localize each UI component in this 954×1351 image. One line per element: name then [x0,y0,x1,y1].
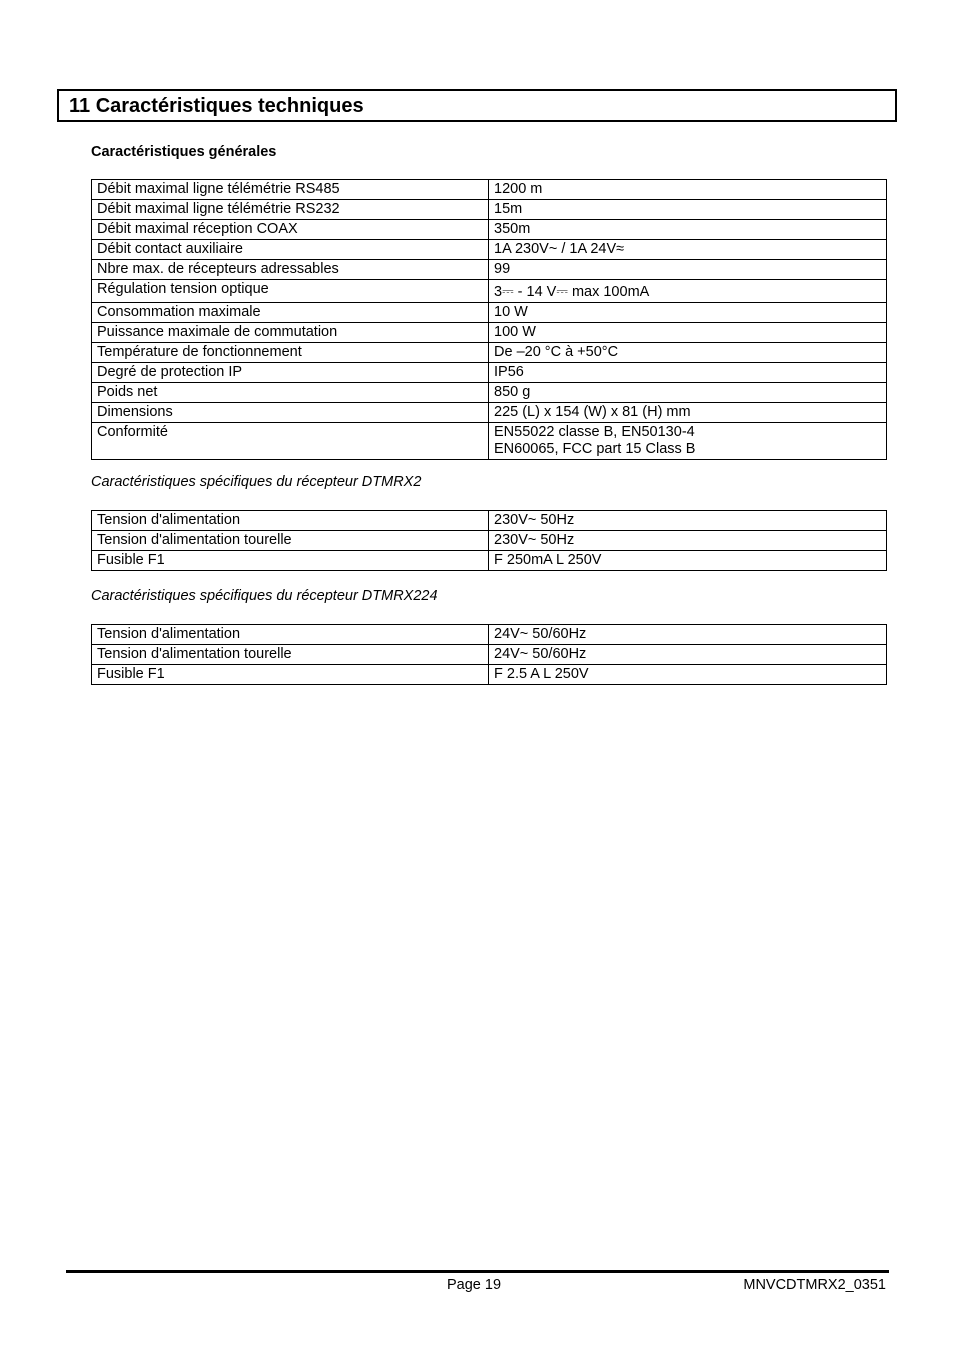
spec-value: 850 g [489,383,887,403]
table-row [92,200,887,220]
table-row [92,423,887,460]
spec-label: Débit contact auxiliaire [92,240,489,260]
spec-label: Dimensions [92,403,489,423]
spec-label: Débit maximal ligne télémétrie RS485 [92,180,489,200]
table-row [92,240,887,260]
spec-value: De –20 °C à +50°C [489,343,887,363]
table-row [92,323,887,343]
spec-label: Débit maximal ligne télémétrie RS232 [92,200,489,220]
dtmrx224-spec-table [91,624,887,685]
spec-label: Tension d'alimentation [92,625,489,645]
spec-label: Débit maximal réception COAX [92,220,489,240]
spec-label: Régulation tension optique [92,280,489,303]
spec-value: 15m [489,200,887,220]
table-row [92,303,887,323]
table-row [92,180,887,200]
spec-label: Degré de protection IP [92,363,489,383]
spec-value: 1200 m [489,180,887,200]
spec-label: Fusible F1 [92,665,489,685]
page-title: 11 Caractéristiques techniques [69,95,364,117]
spec-value: 3⎓ - 14 V⎓ max 100mA [489,280,887,303]
general-spec-table [91,179,887,460]
spec-value: 350m [489,220,887,240]
spec-value [489,423,887,460]
spec-value: F 2.5 A L 250V [489,665,887,685]
spec-label: Nbre max. de récepteurs adressables [92,260,489,280]
conformity-line-1: EN55022 classe B, EN50130-4 [494,424,695,440]
conformity-line-2: EN60065, FCC part 15 Class B [494,441,696,457]
spec-value: 99 [489,260,887,280]
spec-value: 230V~ 50Hz [489,531,887,551]
table-row [92,645,887,665]
table-row [92,363,887,383]
spec-label: Puissance maximale de commutation [92,323,489,343]
table-row [92,383,887,403]
spec-label: Fusible F1 [92,551,489,571]
spec-value: 24V~ 50/60Hz [489,625,887,645]
spec-value: 1A 230V~ / 1A 24V≈ [489,240,887,260]
table-row [92,403,887,423]
table-row [92,511,887,531]
spec-value: 100 W [489,323,887,343]
dtmrx2-heading: Caractéristiques spécifiques du récepteur DTMRX2 [91,474,422,490]
document-reference: MNVCDTMRX2_0351 [743,1277,886,1293]
dtmrx224-heading: Caractéristiques spécifiques du récepteur DTMRX224 [91,588,438,604]
spec-value: 10 W [489,303,887,323]
spec-label: Température de fonctionnement [92,343,489,363]
spec-label: Conformité [92,423,489,460]
table-row [92,531,887,551]
spec-label: Poids net [92,383,489,403]
table-row [92,280,887,303]
table-row [92,551,887,571]
spec-value: 230V~ 50Hz [489,511,887,531]
spec-value: 225 (L) x 154 (W) x 81 (H) mm [489,403,887,423]
spec-value: F 250mA L 250V [489,551,887,571]
spec-value: 24V~ 50/60Hz [489,645,887,665]
section-title-box [57,89,897,122]
table-row [92,625,887,645]
dtmrx2-spec-table [91,510,887,571]
general-heading: Caractéristiques générales [91,144,277,160]
table-row [92,665,887,685]
spec-value: IP56 [489,363,887,383]
spec-label: Consommation maximale [92,303,489,323]
table-row [92,220,887,240]
spec-label: Tension d'alimentation tourelle [92,531,489,551]
table-row [92,260,887,280]
footer-divider [66,1270,889,1273]
page-number: Page 19 [447,1277,502,1293]
spec-label: Tension d'alimentation tourelle [92,645,489,665]
table-row [92,343,887,363]
spec-label: Tension d'alimentation [92,511,489,531]
